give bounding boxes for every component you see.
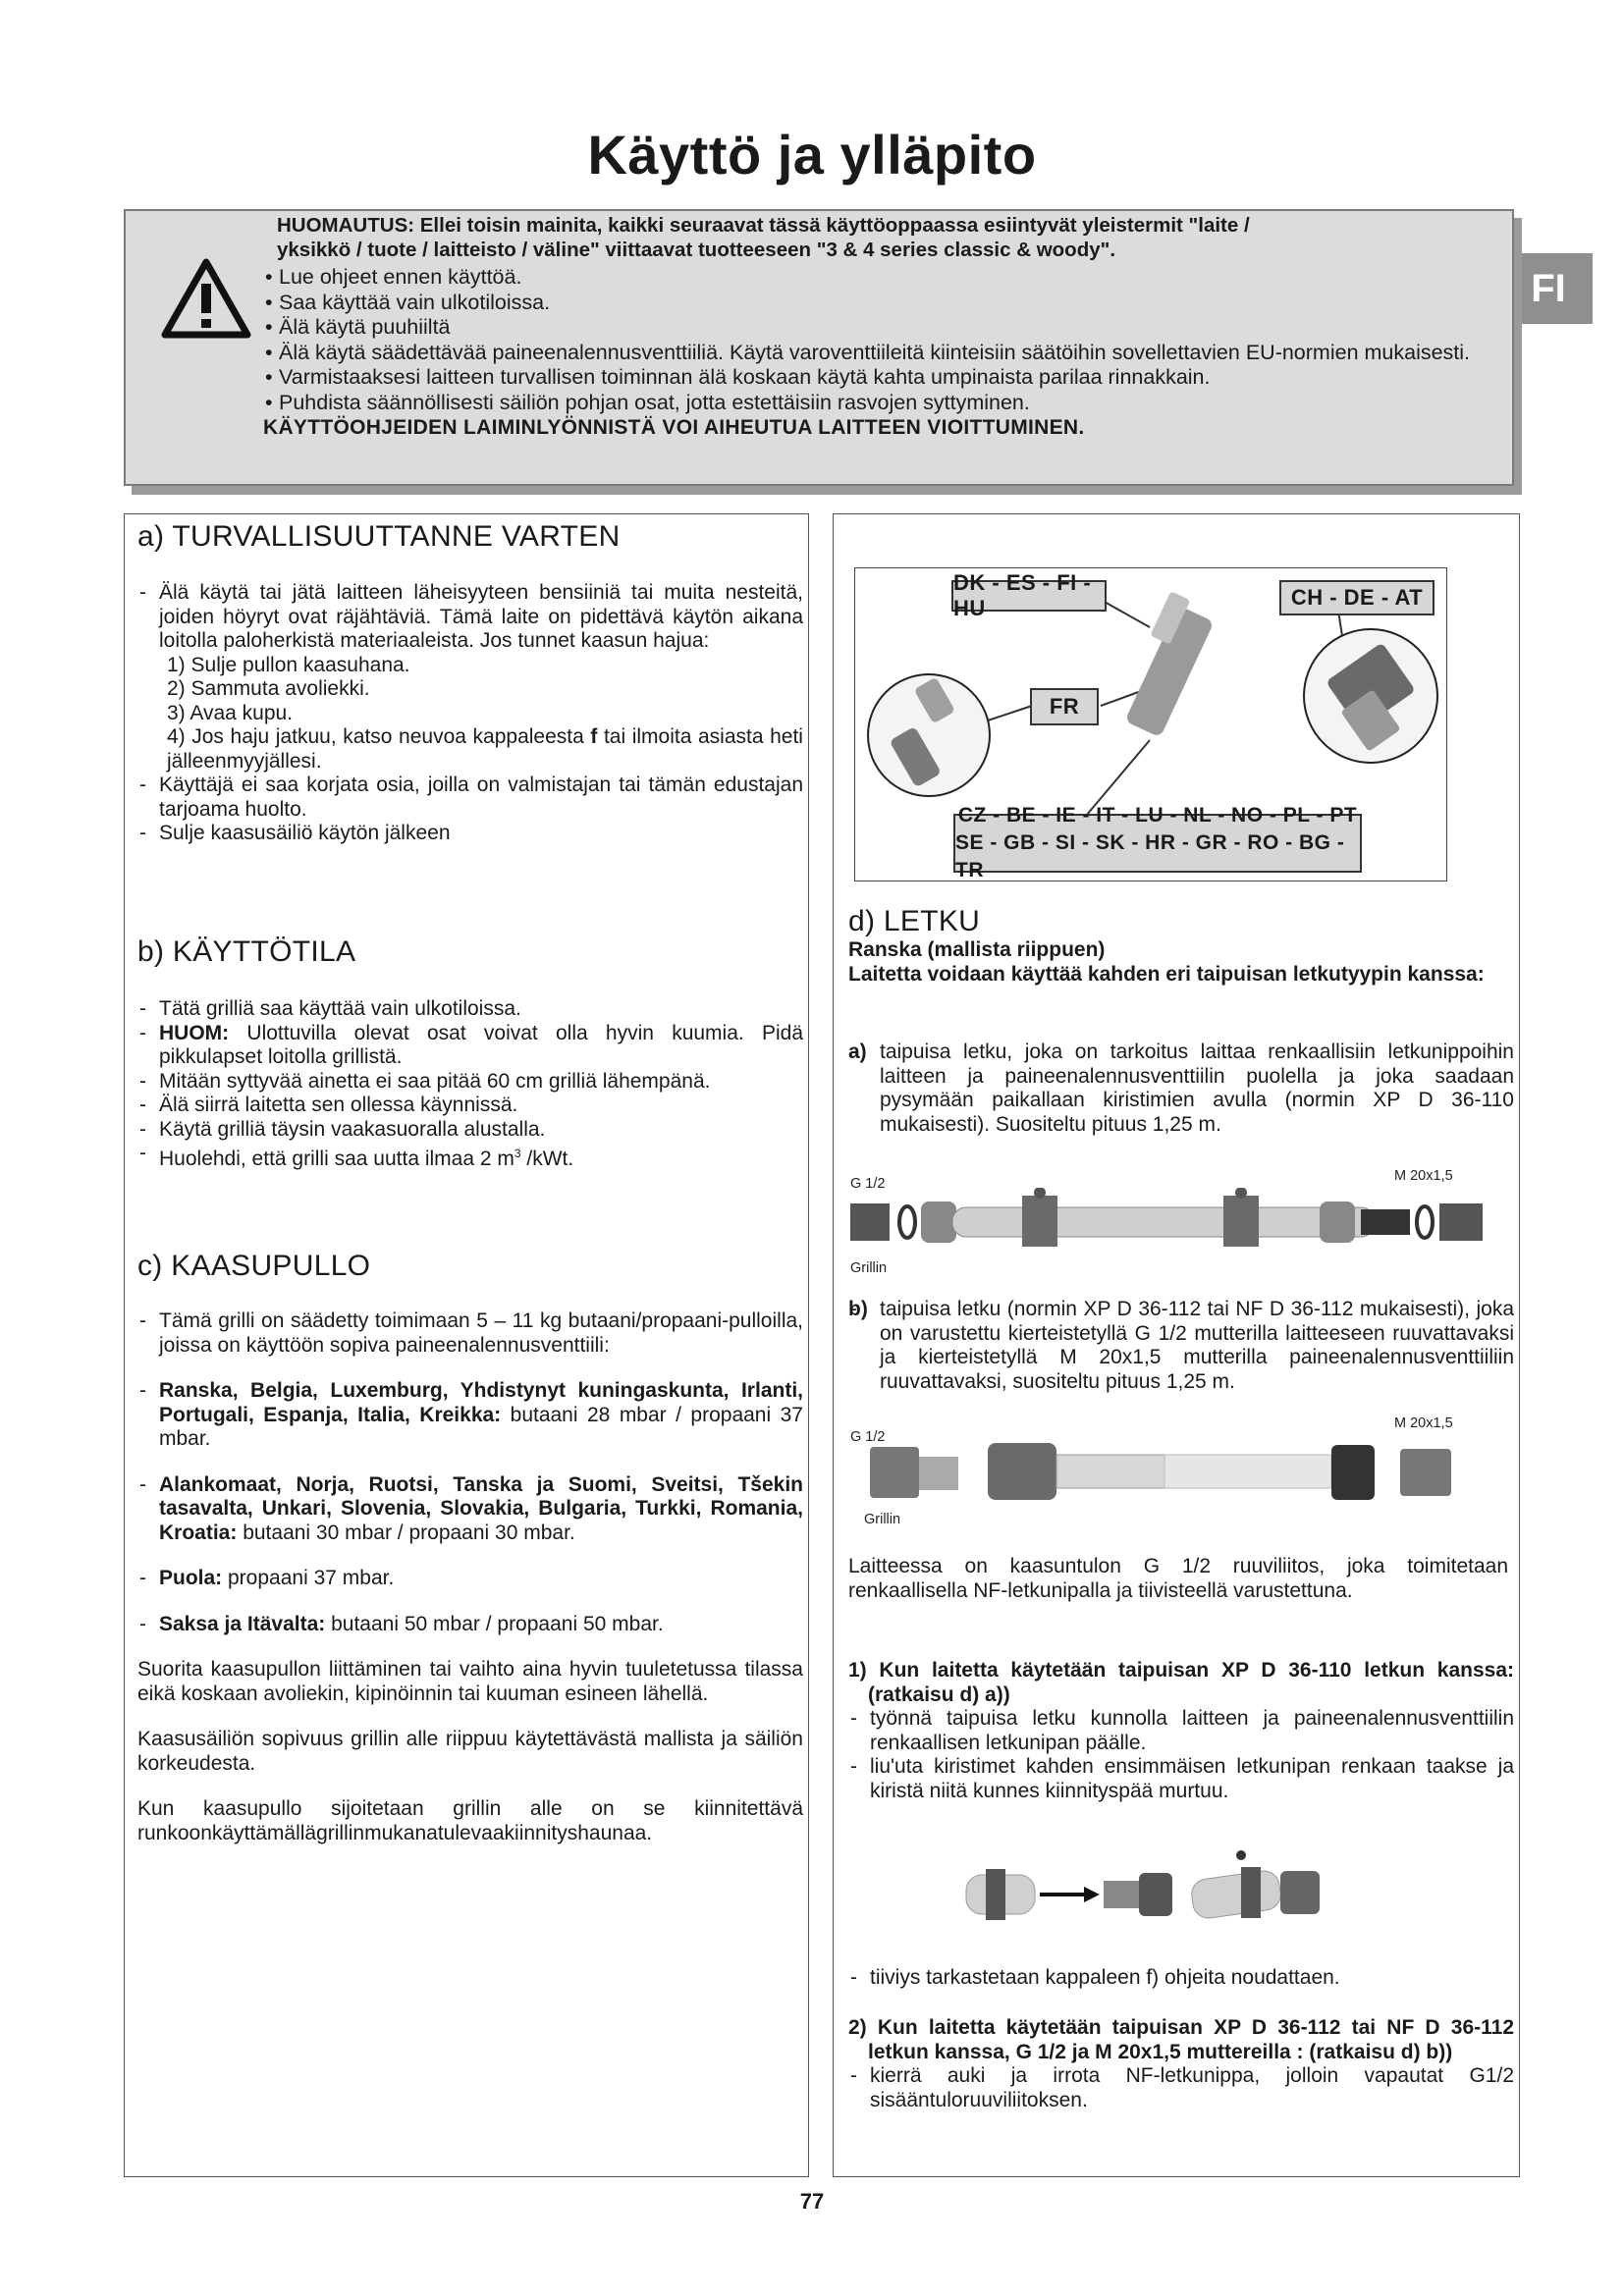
hose2-right-label: M 20x1,5 [1394, 1415, 1453, 1431]
notice-item: • Älä käytä puuhiiltä [259, 315, 1487, 341]
notice-box [124, 209, 1514, 486]
notice-final-warning: KÄYTTÖOHJEIDEN LAIMINLYÖNNISTÄ VOI AIHEUTUA LAITTEEN VIOITTUMINEN. [263, 416, 1085, 439]
hose-b-desc: taipuisa letku (normin XP D 36-112 tai NF D 36-112 mukaisesti), joka on varustettu kierteistetyllä G 1/2 mutterilla laitteeseen ruuvattavaksi ja kierteistetyllä M 20x1,5 mutterilla paineenalennusventtiiliin ruuvattavaksi, suositeltu pituus 1,25 m. [880, 1298, 1514, 1393]
section-d-para1: Laitteessa on kaasuntulon G 1/2 ruuviliitos, joka toimitetaan renkaallisella NF-letkunipalla ja tiivisteellä varustettuna. [848, 1555, 1508, 1602]
hose-a-illustration [850, 1188, 1498, 1256]
section-b-body [137, 997, 803, 1172]
section-b-item6-pre: Huolehdi, että grilli saa uutta ilmaa 2 m [159, 1148, 514, 1170]
notice-item: • Älä käytä säädettävää paineenalennusventtiiliä. Käytä varoventtiileitä kiinteisiin säätöihin sovellettavien EU-normien mukaisesti. [259, 341, 1487, 366]
step-item: 1) Sulje pullon kaasuhana. [167, 653, 410, 676]
hose-b-label: - b) [848, 1298, 868, 1320]
hose-a-desc: taipuisa letku, joka on tarkoitus laittaa renkaallisiin letkunippoihin laitteen ja paineenalennusventtiilin puolella ja joka saadaan pysymään paikallaan kiristimien avulla (normin XP D 36-110 mukaisesti). Suositeltu pituus 1,25 m. [880, 1041, 1514, 1136]
section-d-h1-item2: - liu'uta kiristimet kahden ensimmäisen letkunipan renkaan taakse ja kiristä niitä kunnes kiinnityspää murtuu. [848, 1755, 1514, 1803]
section-d-sub1: Ranska (mallista riippuen) [848, 938, 1106, 961]
notice-text [259, 211, 1487, 441]
notice-item: • Lue ohjeet ennen käyttöä. [259, 265, 1487, 291]
section-c-item5-bold: Saksa ja Itävalta: [159, 1612, 326, 1635]
notice-heading-line2: yksikkö / tuote / laitteisto / väline" viittaavat tuotteeseen "3 & 4 series classic & woody". [277, 239, 1116, 261]
section-c-item3 [137, 1473, 803, 1546]
section-b-item2-bold: HUOM: [159, 1021, 230, 1044]
hose1-right-label: M 20x1,5 [1394, 1168, 1453, 1184]
section-c-item4-text: propaani 37 mbar. [222, 1567, 395, 1589]
section-c-item2-text: butaani 28 mbar / propaani 37 mbar. [159, 1403, 803, 1450]
section-b-item3: - Mitään syttyvää ainetta ei saa pitää 60 cm grilliä lähempänä. [137, 1070, 803, 1095]
hose-a-text [848, 1041, 1514, 1137]
section-d-h1-item3-block [848, 1966, 1514, 1991]
section-c-item1: - Tämä grilli on säädetty toimimaan 5 – 11 kg butaani/propaani-pulloilla, joissa on käyttöön sopiva paineenalennusventtiili: [137, 1309, 803, 1358]
page-number: 77 [799, 2189, 825, 2214]
section-d-subtitle [848, 938, 1508, 987]
section-b-item5: - Käytä grilliä täysin vaakasuoralla alustalla. [137, 1118, 803, 1143]
section-d-h2-block [848, 2016, 1514, 2112]
hose2-grill-label: Grillin [864, 1512, 901, 1527]
section-a-item3: - Sulje kaasusäiliö käytön jälkeen [137, 822, 803, 846]
region-label-fr: FR [1030, 688, 1099, 725]
step-item: 2) Sammuta avoliekki. [167, 677, 370, 700]
region-label-dk: DK - ES - FI - HU [951, 580, 1107, 612]
step4-bold: f [590, 725, 598, 748]
section-d-a [848, 1041, 1514, 1137]
hose-a-label: - a) [848, 1041, 867, 1063]
section-d-h2-item1: - kierrä auki ja irrota NF-letkunippa, jolloin vapautat G1/2 sisääntuloruuviliitoksen. [848, 2064, 1514, 2112]
section-b-item4: - Älä siirrä laitetta sen ollessa käynnissä. [137, 1094, 803, 1118]
notice-list [259, 265, 1487, 415]
region-label-cz-line1: CZ - BE - IE - IT - LU - NL - NO - PL - PT [957, 804, 1358, 827]
hose1-left-label: G 1/2 [850, 1176, 886, 1192]
section-c-title: c) KAASUPULLO [137, 1250, 371, 1282]
section-a-body [137, 581, 803, 846]
section-b-item2-text: Ulottuvilla olevat osat voivat olla hyvin kuumia. Pidä pikkulapset loitolla grillistä. [159, 1021, 803, 1068]
section-c-body [137, 1309, 803, 1845]
section-a-title: a) TURVALLISUUTTANNE VARTEN [137, 520, 621, 553]
notice-item: • Varmistaaksesi laitteen turvallisen toiminnan älä koskaan käytä kahta umpinaista parilaa rinnakkain. [259, 365, 1487, 391]
section-d-h1-item1: - työnnä taipuisa letku kunnolla laitteen ja paineenalennusventtiilin renkaallisen letkunipan päälle. [848, 1707, 1514, 1755]
step-item: 3) Avaa kupu. [167, 701, 294, 724]
section-c-item4 [137, 1567, 803, 1591]
section-c-para3: Kun kaasupullo sijoitetaan grillin alle on se kiinnitettävä runkoonkäyttämällägrillinmukanatulevaakiinnityshaunaa. [137, 1797, 803, 1844]
section-c-item3-bold: Alankomaat, Norja, Ruotsi, Tanska ja Suomi, Sveitsi, Tšekin tasavalta, Unkari, Slovenia, Slovakia, Bulgaria, Turkki, Romania, Kroatia: [159, 1472, 803, 1544]
language-tab: FI [1504, 253, 1593, 324]
region-label-cz-line2: SE - GB - SI - SK - HR - GR - RO - BG -TR [955, 831, 1345, 881]
section-c-item2 [137, 1379, 803, 1452]
section-a-intro: - Älä käytä tai jätä laitteen läheisyyteen bensiiniä tai muita nesteitä, joiden höyryt ovat räjähtäviä. Tämä laite on pidettävä käytön aikana loitolla paloherkistä materiaaleista. Jos tunnet kaasun hajua: [137, 581, 803, 654]
section-d-sub2: Laitetta voidaan käyttää kahden eri taipuisan letkutyypin kanssa: [848, 962, 1485, 986]
region-label-cz [953, 804, 1362, 881]
section-c-item5-text: butaani 50 mbar / propaani 50 mbar. [325, 1612, 664, 1635]
section-d-b [848, 1298, 1514, 1394]
section-b-item1: - Tätä grilliä saa käyttää vain ulkotiloissa. [137, 997, 803, 1022]
step4-pre: 4) Jos haju jatkuu, katso neuvoa kappaleesta [167, 725, 591, 748]
section-a-item2: - Käyttäjä ei saa korjata osia, joilla on valmistajan tai tämän edustajan tarjoama huolto. [137, 774, 803, 822]
notice-item: • Saa käyttää vain ulkotiloissa. [259, 291, 1487, 316]
hose1-grill-label: Grillin [850, 1260, 888, 1276]
notice-heading-line1: HUOMAUTUS: Ellei toisin mainita, kaikki seuraavat tässä käyttöoppaassa esiintyvät yleistermit "laite / [277, 214, 1250, 237]
region-label-ch: CH - DE - AT [1279, 580, 1435, 615]
section-b-item2 [137, 1022, 803, 1070]
notice-heading [259, 213, 1487, 262]
section-a-steps [137, 654, 803, 774]
section-b-item6 [137, 1142, 803, 1172]
warning-triangle-icon [161, 258, 251, 339]
section-c-para2: Kaasusäiliön sopivuus grillin alle riippuu käytettävästä mallista ja säiliön korkeudesta. [137, 1728, 803, 1775]
section-c-item5 [137, 1613, 803, 1637]
step4-post: tai ilmoita asiasta heti jälleenmyyjällesi. [167, 725, 803, 773]
notice-item: • Puhdista säännöllisesti säiliön pohjan osat, jotta estettäisiin rasvojen syttyminen. [259, 391, 1487, 416]
regulator-diagram [854, 567, 1447, 881]
step-item-4 [167, 725, 803, 774]
section-d-title: d) LETKU [848, 905, 981, 937]
clamp-illustration [947, 1845, 1379, 1934]
hose-b-text [848, 1298, 1514, 1394]
section-c-para1: Suorita kaasupullon liittäminen tai vaihto aina hyvin tuuletetussa tilassa eikä koskaan avoliekin, kipinöinnin tai kuuman esineen lähellä. [137, 1658, 803, 1705]
section-b-title: b) KÄYTTÖTILA [137, 935, 356, 968]
section-b-item6-sup: 3 [514, 1147, 521, 1160]
section-d-h1-item3: - tiiviys tarkastetaan kappaleen f) ohjeita noudattaen. [848, 1966, 1514, 1991]
section-c-item4-bold: Puola: [159, 1567, 223, 1589]
section-d-h1-block [848, 1659, 1514, 1803]
section-b-item6-post: /kWt. [520, 1148, 574, 1170]
page-title: Käyttö ja ylläpito [587, 124, 1037, 186]
section-c-item3-text: butaani 30 mbar / propaani 30 mbar. [237, 1521, 575, 1544]
hose-b-illustration [850, 1433, 1498, 1512]
hose2-left-label: G 1/2 [850, 1429, 886, 1445]
section-d-h1: 1) Kun laitetta käytetään taipuisan XP D 36-110 letkun kanssa: (ratkaisu d) a)) [848, 1659, 1514, 1706]
section-d-h2: 2) Kun laitetta käytetään taipuisan XP D 36-112 tai NF D 36-112 letkun kanssa, G 1/2 ja M 20x1,5 muttereilla : (ratkaisu d) b)) [848, 2016, 1514, 2063]
section-c-item2-bold: Ranska, Belgia, Luxemburg, Yhdistynyt kuningaskunta, Irlanti, Portugali, Espanja, Italia, Kreikka: [159, 1379, 803, 1426]
